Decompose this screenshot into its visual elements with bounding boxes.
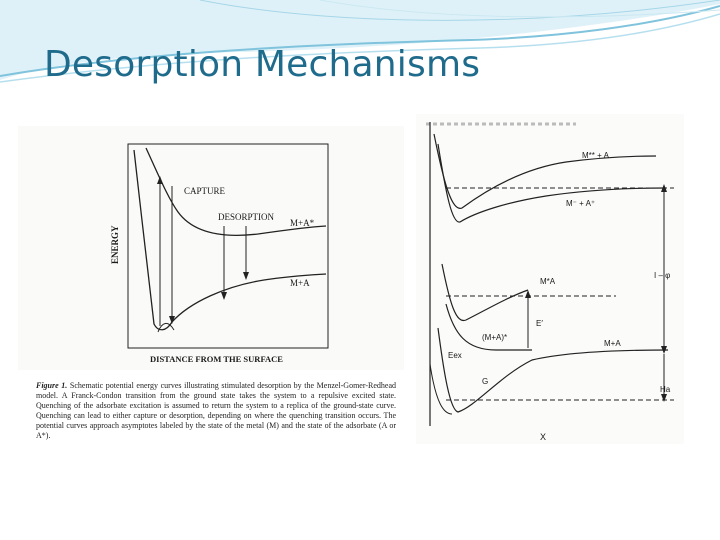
label-desorption: DESORPTION	[218, 212, 275, 222]
label-eex: Eex	[448, 351, 462, 360]
right-figure	[416, 114, 684, 444]
caption-text: Schematic potential energy curves illustrating stimulated desorption by the Menzel-Gomer-Redhead model. A Franck-Condon transition from the ground state takes the system to a repulsive excited state. Quenching of the adsorbate excitation is assumed to return the system to a replica of the ground-state curve. Quenching can lead to either capture or desorption, depending on where the quenching transition occurs. The potential curves approach asymptotes labeled by the state of the metal (M) and the state of the adsorbate (A or A*).	[36, 381, 397, 440]
label-ha: Ha	[660, 385, 671, 394]
label-complex: (M+A)*	[482, 333, 508, 342]
x-axis-label: X	[540, 432, 547, 442]
label-g: G	[482, 377, 489, 386]
label-ground-asymptote: M+A	[604, 339, 621, 348]
figure-caption	[36, 381, 396, 441]
label-eprime: E′	[536, 319, 543, 328]
caption-prefix: Figure 1.	[36, 381, 68, 390]
label-excited: M*A	[540, 277, 556, 286]
label-top: M** + A	[582, 151, 609, 160]
label-capture: CAPTURE	[184, 186, 226, 196]
label-excited-asymptote: M+A*	[290, 218, 315, 228]
slide-title: Desorption Mechanisms	[44, 44, 481, 85]
label-ground-asymptote: M+A	[290, 278, 310, 288]
y-axis-label: ENERGY	[110, 225, 120, 264]
x-axis-label: DISTANCE FROM THE SURFACE	[150, 354, 283, 364]
label-i-phi: I – φ	[654, 271, 671, 280]
left-figure	[18, 126, 404, 370]
label-ion: M⁻ + A⁺	[566, 199, 596, 208]
